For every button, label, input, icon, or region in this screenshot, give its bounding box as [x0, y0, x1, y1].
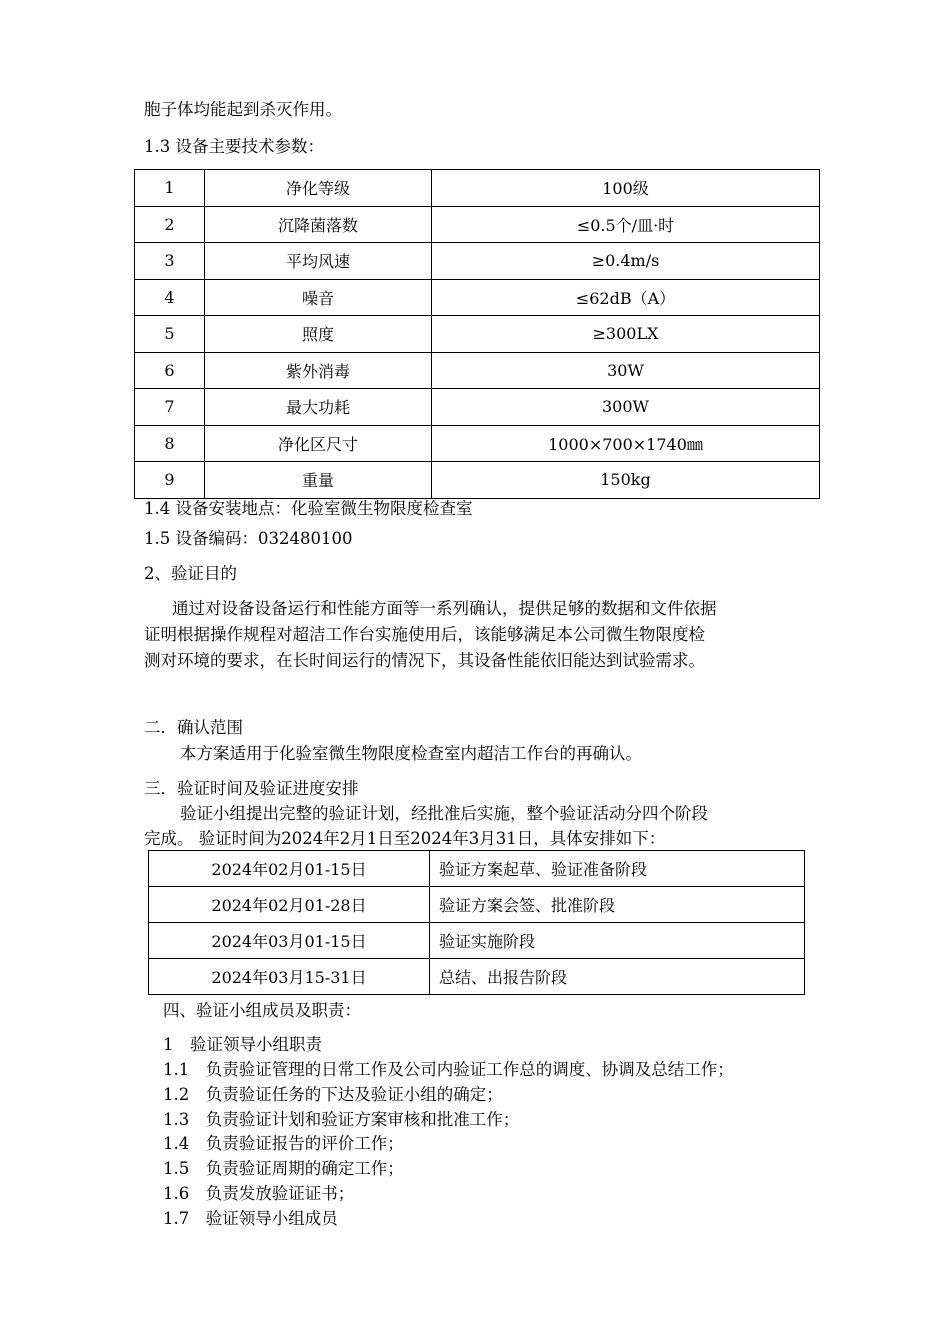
list-item: 1.5 负责验证周期的确定工作； — [163, 1159, 404, 1178]
list-item: 1.3 负责验证计划和验证方案审核和批准工作； — [163, 1110, 520, 1129]
spec-heading: 1.3 设备主要技术参数： — [144, 137, 324, 156]
spec-value: ≥0.4m/s — [432, 243, 820, 280]
spec-item: 重量 — [205, 462, 432, 499]
purpose-line: 通过对设备设备运行和性能方面等一系列确认，提供足够的数据和文件依据 — [172, 599, 717, 618]
spec-value: ≤62dB（A） — [432, 279, 820, 316]
schedule-date: 2024年02月01-15日 — [149, 851, 430, 887]
schedule-date: 2024年03月15-31日 — [149, 959, 430, 995]
spec-value: ≤0.5个/皿·时 — [432, 206, 820, 243]
schedule-line: 验证小组提出完整的验证计划，经批准后实施，整个验证活动分四个阶段 — [180, 804, 708, 823]
leader-heading: 1 验证领导小组职责 — [163, 1035, 322, 1054]
table-row — [135, 206, 820, 243]
spec-value: 1000×700×1740㎜ — [432, 425, 820, 462]
spec-value: 30W — [432, 352, 820, 389]
table-row — [149, 959, 805, 995]
scope-heading: 二．确认范围 — [144, 718, 243, 737]
intro-tail: 胞子体均能起到杀灭作用。 — [144, 100, 342, 119]
schedule-phase: 验证方案起草、验证准备阶段 — [430, 851, 805, 887]
table-row — [149, 851, 805, 887]
spec-value: 300W — [432, 389, 820, 426]
spec-no: 1 — [135, 170, 205, 207]
table-row — [135, 170, 820, 207]
list-item: 1.4 负责验证报告的评价工作； — [163, 1134, 404, 1153]
schedule-table — [148, 850, 805, 995]
list-item: 1.1 负责验证管理的日常工作及公司内验证工作总的调度、协调及总结工作； — [163, 1060, 734, 1079]
spec-value: 100级 — [432, 170, 820, 207]
list-item: 1.6 负责发放验证证书； — [163, 1184, 355, 1203]
spec-item: 沉降菌落数 — [205, 206, 432, 243]
table-row — [135, 389, 820, 426]
spec-no: 8 — [135, 425, 205, 462]
spec-item: 噪音 — [205, 279, 432, 316]
schedule-phase: 总结、出报告阶段 — [430, 959, 805, 995]
table-row — [135, 316, 820, 353]
schedule-phase: 验证方案会签、批准阶段 — [430, 887, 805, 923]
team-heading: 四、验证小组成员及职责： — [163, 1001, 361, 1020]
table-row — [149, 887, 805, 923]
spec-no: 4 — [135, 279, 205, 316]
spec-no: 3 — [135, 243, 205, 280]
spec-item: 紫外消毒 — [205, 352, 432, 389]
install-location: 1.4 设备安装地点：化验室微生物限度检查室 — [144, 499, 473, 518]
scope-text: 本方案适用于化验室微生物限度检查室内超洁工作台的再确认。 — [180, 744, 642, 763]
purpose-line: 测对环境的要求，在长时间运行的情况下，其设备性能依旧能达到试验需求。 — [144, 651, 705, 670]
spec-no: 6 — [135, 352, 205, 389]
schedule-date: 2024年02月01-28日 — [149, 887, 430, 923]
list-item: 1.7 验证领导小组成员 — [163, 1209, 338, 1228]
table-row — [135, 462, 820, 499]
table-row — [149, 923, 805, 959]
spec-value: 150kg — [432, 462, 820, 499]
spec-no: 2 — [135, 206, 205, 243]
table-row — [135, 243, 820, 280]
spec-item: 净化等级 — [205, 170, 432, 207]
spec-item: 最大功耗 — [205, 389, 432, 426]
spec-item: 平均风速 — [205, 243, 432, 280]
spec-no: 5 — [135, 316, 205, 353]
table-row — [135, 352, 820, 389]
purpose-heading: 2、验证目的 — [144, 564, 237, 583]
list-item: 1.2 负责验证任务的下达及验证小组的确定； — [163, 1085, 503, 1104]
purpose-line: 证明根据操作规程对超洁工作台实施使用后，该能够满足本公司微生物限度检 — [144, 625, 705, 644]
spec-item: 净化区尺寸 — [205, 425, 432, 462]
schedule-date: 2024年03月01-15日 — [149, 923, 430, 959]
spec-table — [134, 169, 820, 499]
spec-no: 9 — [135, 462, 205, 499]
spec-value: ≥300LX — [432, 316, 820, 353]
schedule-phase: 验证实施阶段 — [430, 923, 805, 959]
table-row — [135, 279, 820, 316]
table-row — [135, 425, 820, 462]
spec-item: 照度 — [205, 316, 432, 353]
spec-no: 7 — [135, 389, 205, 426]
schedule-line: 完成。 验证时间为2024年2月1日至2024年3月31日，具体安排如下： — [144, 829, 666, 848]
equipment-code: 1.5 设备编码：032480100 — [144, 529, 353, 548]
schedule-heading: 三．验证时间及验证进度安排 — [144, 779, 359, 798]
